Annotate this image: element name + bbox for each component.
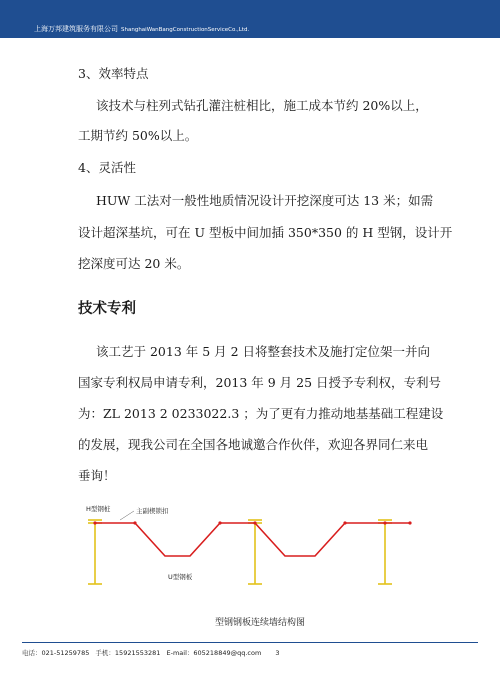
interlock-point [343,521,346,524]
interlock-point [133,521,136,524]
h-pile [248,520,262,584]
patent-line-2: 国家专利权局申请专利，2013 年 9 月 25 日授予专利权，专利号 [78,375,442,390]
section3-title: 3、效率特点 [78,66,149,81]
footer [22,648,284,657]
section4-line-1: HUW 工法对一般性地质情况设计开挖深度可达 13 米；如需 [96,193,434,208]
h-pile [378,520,392,584]
company-name [34,24,249,34]
section3-line-1: 该技术与柱列式钻孔灌注桩相比，施工成本节约 20%以上， [96,98,428,113]
patent-line-1: 该工艺于 2013 年 5 月 2 日将整套技术及施打定位架一并向 [96,344,431,359]
company-name-en: ShanghaiWanBangConstructionServiceCo.,Ltd. [121,27,250,33]
interlock-point [93,521,96,524]
interlock-point [218,521,221,524]
interlock-point [253,521,256,524]
diagram-caption: 型钢钢板连续墙结构图 [215,618,306,628]
patent-line-5: 垂询！ [78,468,116,483]
section4-line-2: 设计超深基坑，可在 U 型板中间加插 350*350 的 H 型钢，设计开 [78,225,453,240]
section3-line-2: 工期节约 50%以上。 [78,128,198,143]
company-name-cn: 上海万邦建筑服务有限公司 [34,25,118,33]
footer-mobile: 手机：15921553281 [95,649,161,657]
h-piles [88,520,392,584]
section4-title: 4、灵活性 [78,160,136,175]
page-number: 3 [275,649,280,657]
footer-rule [22,642,478,643]
interlock-label: 主副楔锁扣 [136,507,169,515]
u-sheet-profile [95,523,410,556]
footer-email: E-mail：605218849@qq.com [166,649,262,657]
header-bar [0,0,500,38]
patent-heading: 技术专利 [78,301,136,317]
h-pile-label: H型钢桩 [86,505,111,513]
footer-phone: 电话：021-51259785 [22,649,90,657]
patent-line-3: 为：ZL 2013 2 0233022.3 ；为了更有力推动地基基础工程建设 [78,406,444,421]
interlock-point [383,521,386,524]
sheet-pile-wall-diagram [80,498,430,610]
section4-line-3: 挖深度可达 20 米。 [78,256,190,271]
h-pile [88,520,102,584]
u-sheet-label: U型钢板 [168,573,193,581]
interlock-point [408,521,411,524]
patent-line-4: 的发展，现我公司在全国各地诚邀合作伙伴，欢迎各界同仁来电 [78,437,429,452]
interlock-label-leader [120,511,134,520]
